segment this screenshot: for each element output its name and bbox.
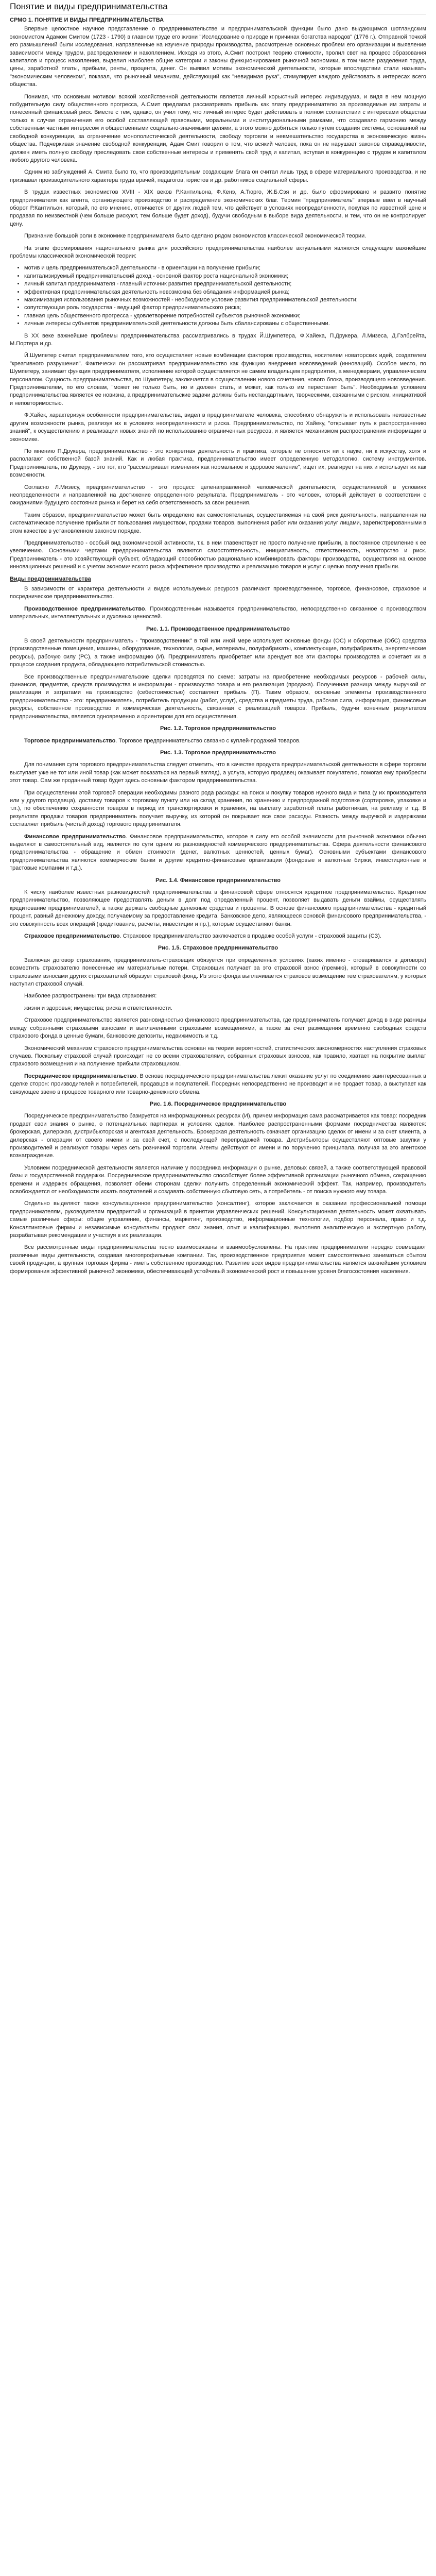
list-item: • капитализируемый предпринимательский доход - основной фактор роста национальной экономики; [24, 273, 426, 280]
bullet-list [10, 264, 426, 328]
paragraph: К числу наиболее известных разновидностей предпринимательства в финансовой сфере относятся кредитное предпринимательство. Кредитное предпринимательство, позволяющее предоставлять деньги в долг под определенный процент, позволяет выдавать деньги взаймы, осуществлять кредитование предпринимателей, а также держать свободные денежные средства и проценты. В основе финансового предпринимательства - кредитный процент, равный денежному доходу, получаемому за предоставление кредита. Банковское дело, являющееся основой финансового предпринимательства, - это совокупность всех операций (кредитование, расчеты, инвестиции и пр.), которые осуществляют банки. [10, 889, 426, 927]
page-title: Понятие и виды предпринимательства [10, 1, 426, 14]
paragraph: Для понимания сути торгового предпринимательства следует отметить, что в качестве продукта предпринимательской деятельности в сфере торговли выступает уже не тот или иной товар (как может показаться на первый взгляд), а услуга, которую продавец оказывает покупателю, помогая ему приобрести этот товар. Сам же проданный товар будет здесь основным фактором предпринимательства. [10, 761, 426, 784]
paragraph: Одним из заблуждений А. Смита было то, что производительным создающим блага он считал лишь труд в сфере материального производства, и не признавал производительного характера труда врачей, педагогов, юристов и др. работников социальной сферы. [10, 169, 426, 183]
paragraph: Впервые целостное научное представление о предпринимательстве и предпринимательской функции было дано выдающимся шотландским экономистом Адамом Смитом (1723 - 1790) в главном труде его жизни "Исследование о природе и причинах богатства народов" (1776 г.). Отправной точкой его размышлений были исследования, направленные на изучение природы производства, рассмотрение основных проблем его организации и выявление зависимости между трудом, распределением и накоплением. Исходя из этого, А.Смит построил теорию стоимости, пролил свет на процесс образования капиталов и процесс накопления, выделил наиболее общие категории и законы функционирования рыночной экономики, в том числе разделения труда, цены, заработной платы, прибыли, ренты, процента, денег. Он выявил мотивы экономической деятельности, которые впоследствии стали называть "экономическим человеком", показал, что рыночный механизм, действующий как "невидимая рука", стимулирует каждого действовать в интересах всего общества. [10, 26, 426, 88]
document-page [0, 1, 436, 1285]
figure-caption: Рис. 1.5. Страховое предпринимательство [158, 945, 278, 952]
list-item: • эффективная предпринимательская деятельность невозможна без обладания информацией рынка; [24, 289, 426, 296]
list-item: • личный капитал предпринимателя - главный источник развития предпринимательской деятельности; [24, 280, 426, 288]
paragraph: Все производственные предпринимательские сделки проводятся по схеме: затраты на приобретение необходимых ресурсов - рабочей силы, финансов, предметов, средств производства и информации - производство товара и его реализация (продажа). Полученная разница между выручкой от реализации и затратами на производство (себестоимостью) составляет прибыль (П). Таким образом, основные элементы производственного предпринимательства - это: предприниматель, потребитель продукции (работ, услуг), средства и предметы труда, рабочая сила, информация, финансовые ресурсы, собственное производство и коммерческая деятельность, связанная с реализацией товаров. Прибыль, будучи конечным результатом предпринимательства, является одновременно и ориентиром для его осуществления. [10, 673, 426, 720]
paragraph: На этапе формирования национального рынка для российского предпринимательства наиболее актуальными являются следующие важнейшие проблемы классической экономической теории: [10, 245, 426, 259]
figure-caption: Рис. 1.3. Торговое предпринимательство [160, 749, 276, 756]
section-heading: СРМО 1. ПОНЯТИЕ И ВИДЫ ПРЕДПРИНИМАТЕЛЬСТВА [10, 17, 164, 23]
paragraph: Условием посреднической деятельности является наличие у посредника информации о рынке, деловых связей, а также соответствующей правовой базы и государственной поддержки. Посредническое предпринимательство способствует более эффективной организации рыночного обмена, сокращению времени и издержек обращения, позволяет обеим сторонам сделки получить определенный экономический эффект. Так, например, производитель освобождается от необходимости искать покупателей и создавать собственную сбытовую сеть, а потребитель - от поиска нужного ему товара. [10, 1164, 426, 1195]
paragraph: В зависимости от характера деятельности и видов используемых ресурсов различают производственное, торговое, финансовое, страховое и посредническое предпринимательство. [10, 586, 426, 600]
paragraph: Посредническое предпринимательство базируется на информационных ресурсах (И), причем информация сама рассматривается как товар: посредник продает свои знания о рынке, о потенциальных партнерах и условиях сделок. Наиболее распространенными формами посредничества являются: брокерская, дилерская, дистрибьюторская и агентская деятельность. Брокерская деятельность означает организацию сделок от имени и за счет клиента, а дилерская - операции от своего имени и за свой счет, с последующей перепродажей товара. Дистрибьюторы осуществляют оптовые закупки у производителей и реализуют товары через сеть розничной торговли. Агенты действуют от имени и по поручению принципала, получая за это агентское вознаграждение. [10, 1113, 426, 1159]
paragraph: Посредническое предпринимательство. В основе посреднического предпринимательства лежит оказание услуг по соединению заинтересованных в сделке сторон: производителей и потребителей, продавцов и покупателей. Посредник непосредственно не производит и не продает товар, а выступает как связующее звено в процессе товарного или товарно-денежного обмена. [10, 1073, 426, 1095]
figure-caption: Рис. 1.1. Производственное предпринимательство [146, 625, 290, 632]
paragraph: При осуществлении этой торговой операции необходимы разного рода расходы: на поиск и покупку товаров нужного вида и типа (у их производителя или у другого продавца), доставку товаров к торговому пункту или на склад хранения, по хранению и предпродажной подготовке (сортировке, упаковке и т.п.), по обеспечению сохранности товаров в период их транспортировки и хранения, на выплату заработной платы работникам, на рекламу и т.д. В результате продажи товаров предприниматель получает выручку, из которой он покрывает все свои расходы. Разность между выручкой и издержками составляет прибыль (чистый доход) торгового предпринимателя. [10, 789, 426, 828]
paragraph: В XX веке важнейшие проблемы предпринимательства рассматривались в трудах Й.Шумпетера, Ф.Хайека, П.Друкера, Л.Мизеса, Д.Гэлбрейта, М.Портера и др. [10, 332, 426, 347]
paragraph: Понимая, что основным мотивом всякой хозяйственной деятельности является личный корыстный интерес индивидуума, и видя в нем мощную побудительную силу общественного прогресса, А.Смит предлагал рассматривать прибыль как плату предпринимателю за производимые им затраты и понесенный финансовый риск. Вместе с тем, однако, он учил тому, что личный интерес будет действовать в полном соответствии с интересами общества только в случае ограничения его особой составляющей правовыми, моральными и институциональными рамками, что создавало гармонию между собственным частным интересом и общественными социально-значимыми целями, а этого можно добиться только путем создания системы, основанной на свободной конкуренции, за ограничение монополистической деятельности, свободу торговли и невмешательство государства в экономическую жизнь общества. Подчеркивая значение свободной конкуренции, Адам Смит говорил о том, что всякий человек, пока он не нарушает законов справедливости, должен иметь полную свободу преследовать свои собственные интересы и применять свой труд и капитал, вступая в конкуренцию с трудом и капиталом любого другого человека. [10, 93, 426, 163]
list-item: • личные интересы субъектов предпринимательской деятельности должны быть сбалансированы с общественными. [24, 320, 426, 328]
paragraph: Отдельно выделяют также консультационное предпринимательство (консалтинг), которое заключается в оказании профессиональной помощи предпринимателям, руководителям предприятий и организаций в принятии управленческих решений. Консультационная деятельность может охватывать самые различные сферы: общее управление, финансы, маркетинг, производство, информационные технологии, подбор персонала, право и т.д. Консалтинговые фирмы и независимые консультанты продают свои знания, опыт и квалификацию, выполняя аналитическую и экспертную работу, разрабатывая рекомендации и участвуя в их реализации. [10, 1200, 426, 1239]
list-item: • мотив и цель предпринимательской деятельности - в ориентации на получение прибыли; [24, 264, 426, 272]
paragraph: Таким образом, предпринимательство может быть определено как самостоятельная, осуществляемая на свой риск деятельность, направленная на систематическое получение прибыли от пользования имуществом, продажи товаров, выполнения работ или оказания услуг лицами, зарегистрированными в этом качестве в установленном законом порядке. [10, 512, 427, 534]
paragraph: жизни и здоровья; имущества; риска и ответственности. [24, 1005, 172, 1011]
paragraph: Экономический механизм страхового предпринимательства основан на теории вероятностей, статистических закономерностях наступления страховых случаев. Поскольку страховой случай происходит не со всеми страхователями, собранных страховых взносов, как правило, хватает на покрытие выплат страхового возмещения и на получение прибыли страховщиком. [10, 1045, 426, 1067]
paragraph: В своей деятельности предприниматель - "производственник" в той или иной мере использует основные фонды (ОС) и оборотные (ОбС) средства (производственные помещения, машины, оборудование, технологии, сырье, материалы, полуфабрикаты, комплектующие, полуфабрикаты, энергетические ресурсы), рабочую силу (РС), а также информацию (И). Предприниматель приобретает или арендует все эти факторы производства и сочетает их в процессе создания продукта, обладающего потребительской стоимостью. [10, 638, 426, 668]
list-item: • главная цель общественного прогресса - удовлетворение потребностей субъектов рыночной экономики; [24, 312, 426, 320]
paragraph: Страховое предпринимательство является разновидностью финансового предпринимательства, где предприниматель получает доход в виде разницы между собранными страховыми взносами и выплаченными страховыми возмещениями, а также за счет размещения временно свободных средств страхового фонда в ценные бумаги, банковские депозиты, недвижимость и т.д. [10, 1017, 426, 1040]
figure-caption: Рис. 1.6. Посредническое предпринимательство [149, 1100, 287, 1107]
paragraph: В трудах известных экономистов XVIII - XIX веков Р.Кантильона, Ф.Кенэ, А.Тюрго, Ж.Б.Сэя и др. было сформировано и развито понятие предпринимателя как агента, организующего производство и распределение экономических благ. Термин "предприниматель" впервые ввел в научный оборот Р.Кантильон, который, по его мнению, отличается от других людей тем, что действует в условиях неопределенности, покупая по известной цене и продавая по неизвестной (чем больше рискуют, тем больше будет доход), будучи свободным в выборе вида деятельности, и тем, что он не контролирует цену. [10, 189, 426, 227]
paragraph: Признание большой роли в экономике предпринимателя было сделано рядом экономистов классической экономической теории. [24, 233, 367, 240]
paragraph: Заключая договор страхования, предприниматель-страховщик обязуется при определенных условиях (каких именно - оговаривается в договоре) возместить страхователю понесенные им материальные потери. Страховщик получает за это страховой взнос (премию), который в совокупности со страховыми взносами других страхователей образует страховой фонд. Из этого фонда выплачивается страховое возмещение тем страхователям, у которых наступил страховой случай. [10, 957, 426, 988]
subsection-heading: Виды предпринимательства [10, 575, 91, 582]
paragraph: По мнению П.Друкера, предпринимательство - это конкретная деятельность и практика, которые не относятся ни к науке, ни к искусству, хотя и располагают собственной базой знаний. Как и любая практика, предпринимательство имеет определенную методологию, систему инструментов. Предприниматель, по Друкеру, - это тот, кто "рассматривает изменения как нормальное и здоровое явление", ищет их, реагирует на них и использует их как возможности. [10, 448, 426, 479]
list-item: • сопутствующая роль государства - ведущий фактор предпринимательского риска; [24, 304, 426, 312]
paragraph: Производственное предпринимательство. Производственным называется предпринимательство, непосредственно связанное с производством материальных, интеллектуальных и духовных ценностей. [10, 605, 426, 620]
paragraph: Наиболее распространены три вида страхования: [24, 993, 157, 999]
paragraph: Торговое предпринимательство. Торговое предпринимательство связано с куплей-продажей товаров. [24, 737, 301, 744]
list-item: • максимизация использования рыночных возможностей - необходимое условие развития предпринимательской деятельности; [24, 296, 426, 304]
paragraph: Финансовое предпринимательство. Финансовое предпринимательство, которое в силу его особой значимости для рыночной экономики обычно выделяют в самостоятельный вид, является по сути одним из разновидностей коммерческого предпринимательства. Сфера деятельности финансового предпринимательства - обращение и обмен стоимости (денег, валютных ценностей, ценных бумаг). Основными субъектами финансового предпринимательства являются коммерческие банки и другие кредитно-финансовые организации (фондовые и валютные биржи, инвестиционные и трастовые компании и т.д.). [10, 833, 426, 872]
figure-caption: Рис. 1.4. Финансовое предпринимательство [155, 877, 281, 884]
figure-caption: Рис. 1.2. Торговое предпринимательство [160, 725, 276, 732]
paragraph: Предпринимательство - особый вид экономической активности, т.к. в нем главенствует не просто получение прибыли, а постоянное стремление к ее увеличению. Основными чертами предпринимательства являются самостоятельность, инициативность, ответственность, новаторство и риск. Предприниматель - это хозяйствующий субъект, обладающий способностью рационально комбинировать факторы производства, осуществляя на основе инновационных решений и с учетом экономического риска эффективное производство и реализацию товаров и услуг с целью получения прибыли. [10, 539, 426, 570]
paragraph: Все рассмотренные виды предпринимательства тесно взаимосвязаны и взаимообусловлены. На практике предприниматели нередко совмещают различные виды деятельности, создавая многопрофильные компании. Так, производственное предприятие может самостоятельно заниматься сбытом своей продукции, а крупная торговая фирма - иметь собственное производство. Развитие всех видов предпринимательства является важнейшим условием формирования эффективной рыночной экономики, обеспечивающей устойчивый экономический рост и повышение уровня благосостояния населения. [10, 1244, 426, 1275]
paragraph: Й.Шумпетер считал предпринимателем того, кто осуществляет новые комбинации факторов производства, носителем новаторских идей, создателем "креативного разрушения". Фактически он рассматривал предпринимательство как функцию внедрения нововведений (инноваций). Особое место, по Шумпетеру, занимает функция предпринимателя, исполнение которой осуществляется не самим владельцем предприятия, а менеджерами, управленческим персоналом. Сущность предпринимательства, по Шумпетеру, заключается в осуществлении нового сочетания, нового блока, производящего нововведения. Предпринимателем, по его словам, "может не только быть, но и должен стать, и может, как только им перестанет быть". Необходимым условием предпринимательства является ее новизна, а предпринимательские задачи должны быть нестандартными, творческими, связанными с риском, инициативой и неповторимостью. [10, 352, 426, 406]
paragraph: Ф.Хайек, характеризуя особенности предпринимательства, видел в предпринимателе человека, способного обнаружить и использовать неизвестные другим возможности рынка, реализуя их в условиях неопределенности и риска. Предпринимательство, по Хайеку, "открывает путь к распространению знаний", к осуществлению и реализации новых знаний по использованию ограниченных ресурсов, и является механизмом распространения информации в экономике. [10, 412, 426, 443]
paragraph: Страховое предпринимательство. Страховое предпринимательство заключается в продаже особой услуги - страховой защиты (СЗ). [24, 933, 381, 940]
document-body [10, 25, 426, 1276]
paragraph: Согласно Л.Мизесу, предпринимательство - это процесс целенаправленной человеческой деятельности, осуществляемой в условиях неопределенности и направленной на достижение определенного результата. Предприниматель - это человек, который действует в соответствии с ожиданиями будущего состояния рынка и берет на себя ответственность за свои решения. [10, 484, 426, 506]
